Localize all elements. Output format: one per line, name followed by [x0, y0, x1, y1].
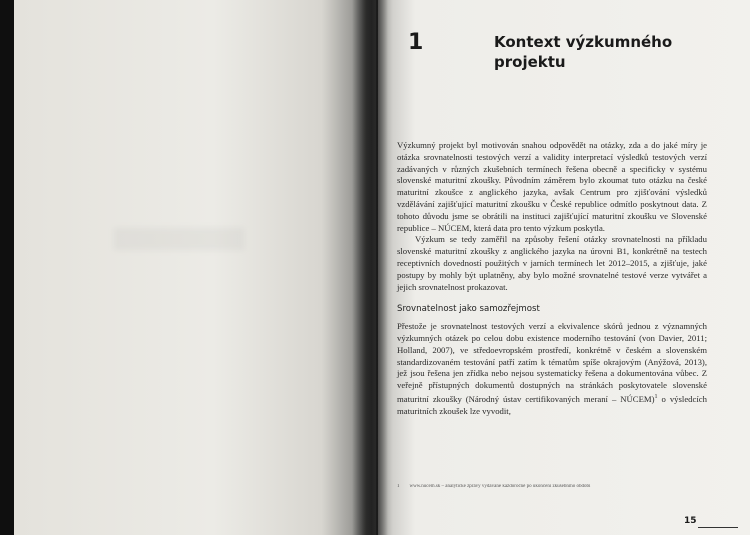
book-gutter	[352, 0, 388, 535]
bleed-through-shadow	[114, 228, 244, 250]
footnote-number: 1	[397, 484, 400, 489]
body-text	[397, 140, 707, 417]
left-page	[14, 0, 376, 535]
chapter-number: 1	[408, 30, 424, 55]
footnote-reference: 1	[654, 393, 658, 400]
footnote	[397, 484, 707, 489]
page-number-rule	[698, 527, 738, 528]
paragraph-1: Výzkumný projekt byl motivován snahou odpovědět na otázky, zda a do jaké míry je otázka srovnatelnosti testových verzí a validity interpretací výsledků testových verzí zadávaných v různých zkušebních termínech řešena obecně a specificky v systému slovenské maturitní zkoušky. Původním záměrem bylo zkoumat tuto otázku na české maturitní zkoušce z anglického jazyka, avšak Centrum pro zjišťování výsledků vzdělávání zajišťující maturitní zkoušku v České republice odmítlo poskytnout data. Z tohoto důvodu jsme se obrátili na instituci zajišťující maturitní zkoušku ve Slovenské republice – NÚCEM, která data pro tento výzkum poskytla.	[397, 140, 707, 233]
page-number: 15	[684, 516, 697, 526]
section-paragraph	[397, 321, 707, 417]
section-paragraph-start: Přestože je srovnatelnost testových verzí a ekvivalence skórů jednou z významných výzkumných otázek po celou dobu existence moderního testování (von Davier, 2011; Holland, 2007), ve středoevropském prostředí, konkrétně v českém a slovenském standardizovaném testování patří zatím k tématům spíše okrajovým (Anýžová, 2013), jež jsou řešena jen zřídka nebo nejsou systematicky řešena a dokumentována vůbec. Z veřejně přístupných dokumentů dostupných na stránkách poskytovatele slovenské maturitní zkoušky (Národný ústav certifikovaných meraní – NÚCEM)	[397, 321, 707, 404]
chapter-title: Kontext výzkumného projektu	[494, 33, 673, 71]
section-heading: Srovnatelnost jako samozřejmost	[397, 304, 540, 315]
paragraph-2: Výzkum se tedy zaměřil na způsoby řešení otázky srovnatelnosti na příkladu slovenské maturitní zkoušky z anglického jazyka na úrovni B1, konkrétně na testech receptivních dovedností použitých v jarních termínech let 2012–2015, a zjišťuje, jaké postupy by mohly být uplatněny, aby bylo možné srovnatelné testové verze vytvářet a jejich srovnatelnost prokazovat.	[397, 234, 707, 292]
right-page-content	[392, 0, 712, 535]
section-paragraph-end: o výsledcích maturitních zkoušek lze vyvodit,	[397, 393, 707, 416]
footnote-text: www.nucem.sk – analytické zprávy vydávané každoročně po ukončení zkušebního období	[409, 484, 591, 489]
